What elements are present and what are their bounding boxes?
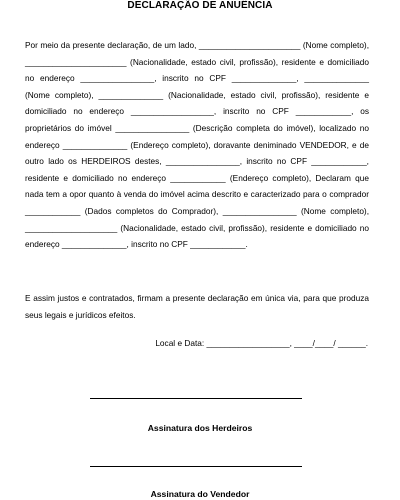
- seller-signature-line: [90, 466, 302, 467]
- closing-paragraph: E assim justos e contratados, firmam a presente declaração em única via, para que produza seus legais e jurídicos efeitos.: [25, 293, 369, 320]
- declaration-body: [25, 37, 369, 253]
- location-date-line: Local e Data: __________________, ____/____/ ______.: [155, 338, 368, 348]
- document-title: DECLARAÇÃO DE ANUÊNCIA: [127, 0, 273, 11]
- heirs-signature-line: [90, 398, 302, 399]
- declaration-paragraph: Por meio da presente declaração, de um lado, ______________________ (Nome completo), ______________________ (Nacionalidade, estado civil, profissão), residente e domiciliado no endereço ________________, inscrito no CPF ______________, ______________ (Nome completo), ______________ (Nacionalidade, estado civil, profissão), residente e domiciliado no endereço __________________, inscrito no CPF ____________, os proprietários do imóvel ________________ (Descrição completa do imóvel), localizado no endereço ______________ (Endereço completo), doravante deniminado VENDEDOR, e de outro lado os HERDEIROS destes, ________________, inscrito no CPF ____________, residente e domiciliado no endereço ____________ (Endereço completo), Declaram que nada tem a opor quanto à venda do imóvel acima descrito e caracterizado para o comprador ____________ (Dados completos do Comprador), ________________ (Nome completo), ____________________ (Nacionalidade, estado civil, profissão), residente e domiciliado no endereço ______________, inscrito no CPF ____________.: [25, 40, 369, 250]
- seller-signature-label: Assinatura do Vendedor: [150, 489, 250, 499]
- heirs-signature-label: Assinatura dos Herdeiros: [147, 423, 253, 433]
